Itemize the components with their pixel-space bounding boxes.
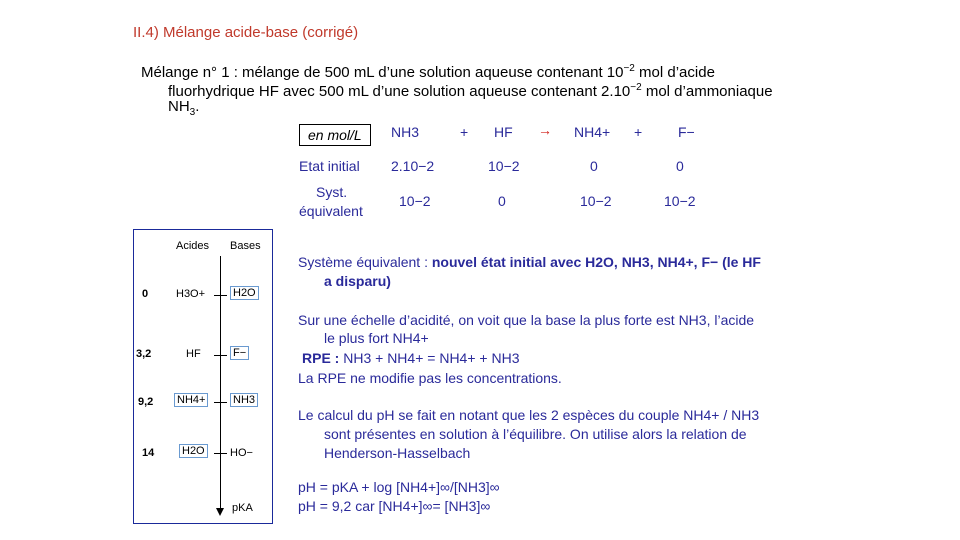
intro-text-2: fluorhydrique HF avec 500 mL d’une solution aqueuse contenant 2.10 — [168, 83, 631, 100]
scale-header-acids: Acides — [176, 240, 210, 252]
base-h2o: H2O — [230, 286, 259, 300]
initial-nh4: 0 — [590, 158, 598, 174]
pka-0: 0 — [142, 288, 149, 300]
base-nh3: NH3 — [230, 393, 258, 407]
intro-text-3: NH — [168, 98, 190, 115]
species-plus-2: + — [634, 124, 643, 140]
base-ho: HO− — [230, 447, 253, 459]
acidity-scale — [133, 229, 273, 524]
intro-text-3-end: . — [195, 98, 200, 115]
intro-sub-3: 3 — [189, 107, 196, 118]
intro-line-2 — [168, 79, 773, 101]
initial-nh3: 2.10−2 — [391, 158, 435, 174]
equiv-hf: 0 — [498, 193, 506, 209]
intro-exp-1: −2 — [623, 63, 635, 74]
row-equiv-label-1: Syst. — [316, 184, 348, 200]
species-f: F− — [678, 124, 695, 140]
pka-3-2: 3,2 — [136, 348, 152, 360]
rpe-line — [302, 349, 519, 367]
species-hf: HF — [494, 124, 513, 140]
tick-2 — [214, 402, 227, 403]
page-title: II.4) Mélange acide-base (corrigé) — [133, 24, 359, 41]
tick-3 — [214, 453, 227, 454]
row-equiv-label-2: équivalent — [299, 203, 363, 219]
equiv-system-label: Système équivalent : — [298, 254, 432, 270]
acid-h2o: H2O — [179, 444, 208, 458]
rpe-equation: NH3 + NH4+ = NH4+ + NH3 — [343, 350, 520, 366]
intro-exp-2: −2 — [630, 82, 642, 93]
reaction-arrow: → — [538, 122, 552, 138]
species-nh4: NH4+ — [574, 124, 611, 140]
pka-9-2: 9,2 — [138, 396, 154, 408]
initial-f: 0 — [676, 158, 684, 174]
equiv-system-line-2: a disparu) — [324, 273, 391, 289]
ph-text-line-1: Le calcul du pH se fait en notant que les 2 espèces du couple NH4+ / NH3 — [298, 407, 760, 423]
intro-line-3 — [168, 98, 199, 122]
equiv-nh4: 10−2 — [580, 193, 612, 209]
ph-text-line-3: Henderson-Hasselbach — [324, 445, 471, 461]
ph-text-line-2: sont présentes en solution à l’équilibre. On utilise alors la relation de — [324, 426, 747, 442]
rpe-note: La RPE ne modifie pas les concentrations. — [298, 370, 562, 386]
rpe-label: RPE : — [302, 350, 344, 366]
tick-1 — [214, 355, 227, 356]
scale-header-bases: Bases — [230, 240, 261, 252]
base-f: F− — [230, 346, 249, 360]
row-initial-label: Etat initial — [299, 158, 360, 174]
equiv-system-bold: nouvel état initial avec H2O, NH3, NH4+, F− (le HF — [431, 254, 761, 270]
equiv-f: 10−2 — [664, 193, 696, 209]
acid-nh4: NH4+ — [174, 393, 208, 407]
intro-text-1: Mélange n° 1 : mélange de 500 mL d’une solution aqueuse contenant 10 — [141, 64, 624, 81]
ph-equation-1: pH = pKA + log [NH4+]∞/[NH3]∞ — [298, 479, 500, 495]
equiv-system-line-1 — [298, 253, 761, 271]
ph-equation-2: pH = 9,2 car [NH4+]∞= [NH3]∞ — [298, 498, 491, 514]
intro-text-1b: mol d’acide — [634, 64, 715, 81]
acidity-text-line-1: Sur une échelle d’acidité, on voit que la base la plus forte est NH3, l’acide — [298, 312, 755, 328]
tick-0 — [214, 295, 227, 296]
species-nh3: NH3 — [391, 124, 420, 140]
species-plus-1: + — [460, 124, 469, 140]
scale-arrow-icon — [216, 508, 224, 516]
initial-hf: 10−2 — [488, 158, 520, 174]
acid-hf: HF — [186, 348, 201, 360]
unit-label: en mol/L — [299, 124, 371, 146]
acidity-text-line-2: le plus fort NH4+ — [324, 330, 429, 346]
equiv-nh3: 10−2 — [399, 193, 431, 209]
pka-14: 14 — [142, 447, 155, 459]
intro-text-2b: mol d’ammoniaque — [641, 83, 773, 100]
pka-axis-label: pKA — [232, 502, 253, 514]
acid-h3o: H3O+ — [176, 288, 206, 300]
